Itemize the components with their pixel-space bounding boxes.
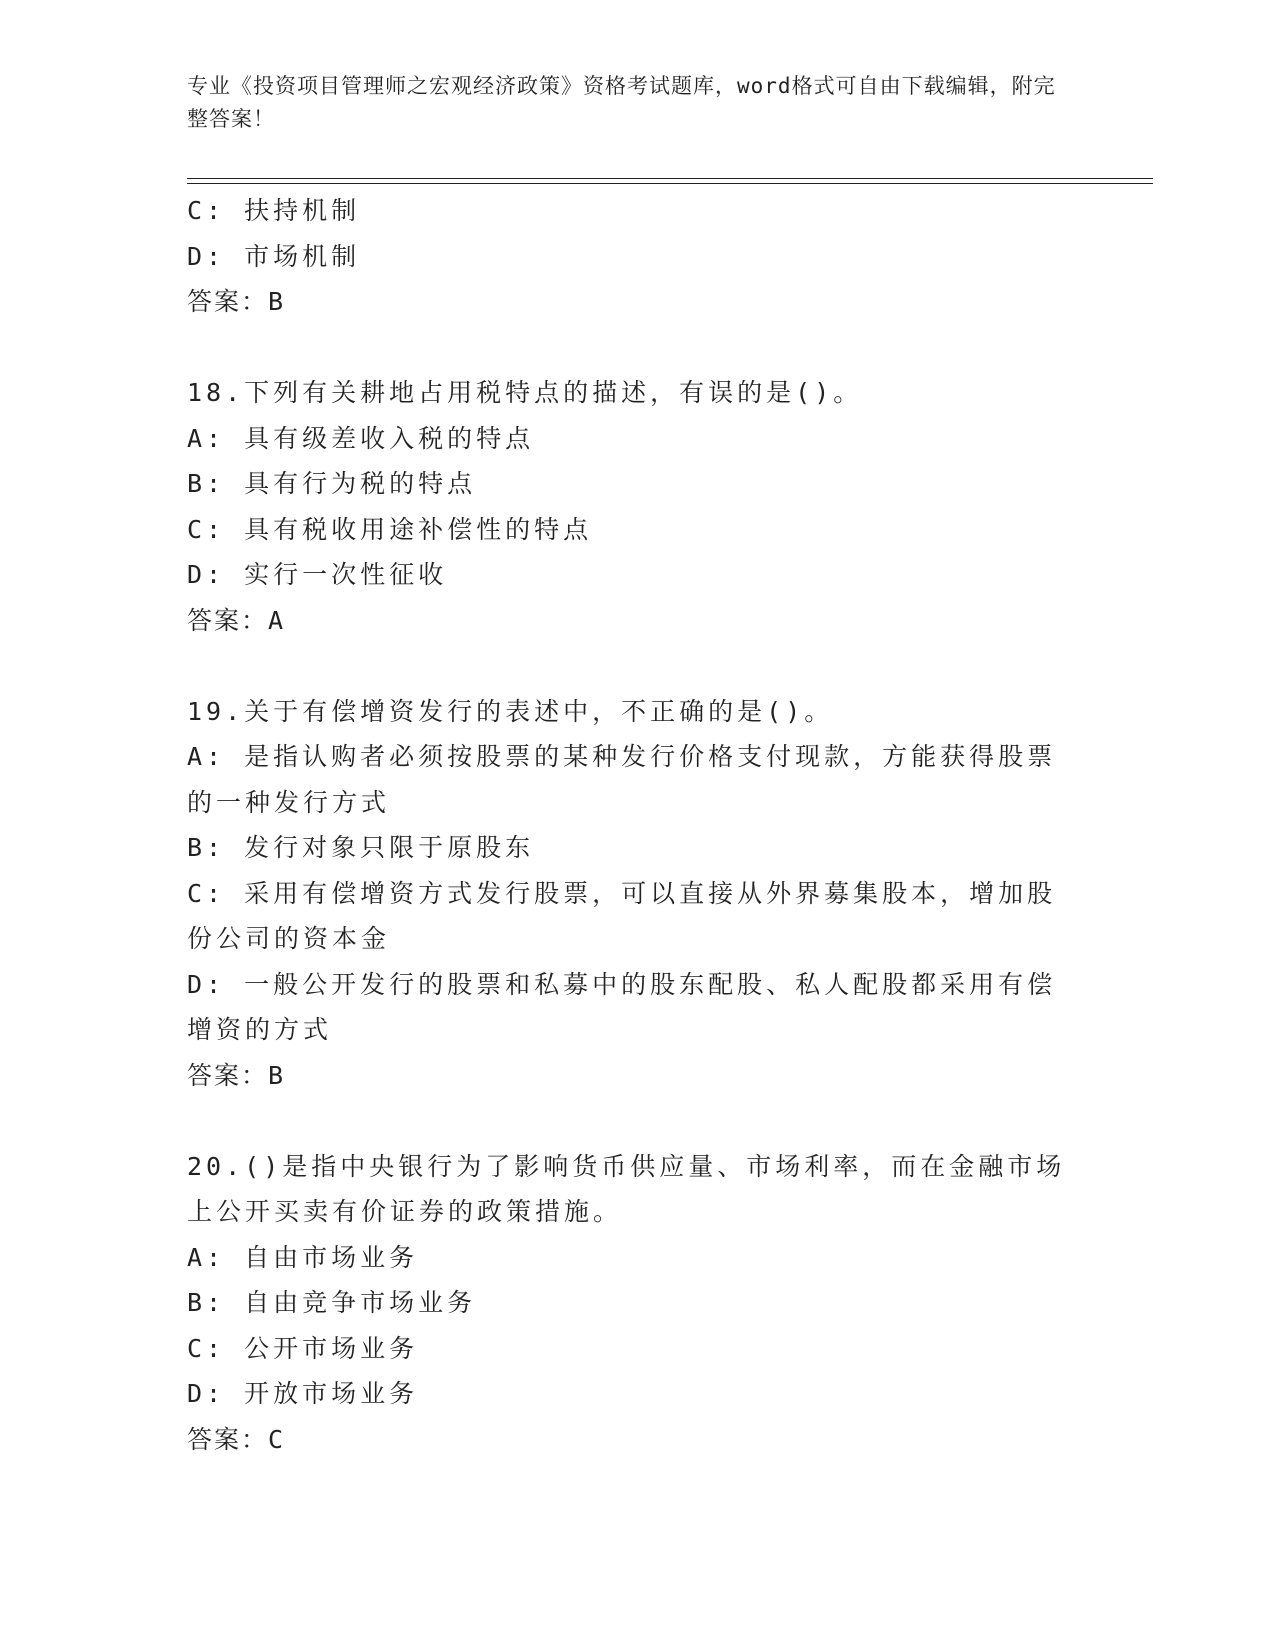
option-label: B: [187, 833, 226, 862]
option-line [187, 461, 1077, 507]
question-19 [187, 689, 1077, 1099]
option-line [187, 1235, 1077, 1281]
option-text: 具有行为税的特点 [244, 469, 477, 498]
option-line [187, 552, 1077, 598]
option-label: C: [187, 1333, 226, 1363]
option-text: 一般公开发行的股票和私募中的股东配股、私人配股都采用有偿增资的方式 [187, 969, 1057, 1044]
answer-line: 答案：B [187, 1060, 286, 1090]
option-label: D: [187, 969, 226, 999]
option-text: 实行一次性征收 [244, 560, 448, 589]
continued-question [187, 188, 1077, 325]
option-text: 具有级差收入税的特点 [244, 423, 535, 453]
option-label: C: [187, 878, 226, 908]
option-text: 扶持机制 [244, 196, 361, 225]
option-label: A: [187, 742, 226, 771]
option-label: D: [187, 1379, 226, 1408]
option-label: C: [187, 196, 226, 225]
answer-line: 答案：B [187, 287, 286, 316]
header-rule-bottom [187, 183, 1153, 184]
option-line [187, 871, 1077, 962]
question-stem: 20.()是指中央银行为了影响货币供应量、市场利率，而在金融市场上公开买卖有价证券的政策措施。 [187, 1151, 1066, 1226]
option-line [187, 1371, 1077, 1417]
answer-line: 答案：C [187, 1424, 286, 1454]
option-line [187, 1326, 1077, 1372]
option-label: B: [187, 469, 226, 498]
question-body [187, 188, 1077, 1462]
option-line [187, 234, 1077, 280]
option-label: B: [187, 1288, 226, 1317]
option-label: A: [187, 423, 226, 453]
option-line [187, 734, 1077, 825]
option-line [187, 962, 1077, 1053]
option-text: 开放市场业务 [244, 1379, 419, 1408]
option-text: 发行对象只限于原股东 [244, 833, 535, 862]
question-20 [187, 1144, 1077, 1463]
option-text: 公开市场业务 [244, 1333, 419, 1363]
question-18 [187, 370, 1077, 643]
option-text: 具有税收用途补偿性的特点 [244, 514, 593, 544]
option-label: C: [187, 514, 226, 544]
option-text: 是指认购者必须按股票的某种发行价格支付现款，方能获得股票的一种发行方式 [187, 742, 1057, 817]
option-text: 自由竞争市场业务 [244, 1288, 477, 1317]
question-stem: 19.关于有偿增资发行的表述中，不正确的是()。 [187, 696, 834, 726]
header-rule-top [187, 178, 1153, 179]
document-header: 专业《投资项目管理师之宏观经济政策》资格考试题库，word格式可自由下载编辑，附完整答案！ [187, 74, 1056, 131]
option-line [187, 507, 1077, 553]
question-stem: 18.下列有关耕地占用税特点的描述，有误的是()。 [187, 378, 863, 407]
option-line [187, 416, 1077, 462]
option-line [187, 188, 1077, 234]
option-label: D: [187, 241, 226, 271]
option-line [187, 1280, 1077, 1326]
option-text: 市场机制 [244, 241, 361, 271]
answer-line: 答案：A [187, 605, 286, 635]
option-label: D: [187, 560, 226, 589]
option-line [187, 825, 1077, 871]
option-text: 自由市场业务 [244, 1242, 419, 1272]
option-label: A: [187, 1242, 226, 1272]
option-text: 采用有偿增资方式发行股票，可以直接从外界募集股本，增加股份公司的资本金 [187, 878, 1057, 953]
